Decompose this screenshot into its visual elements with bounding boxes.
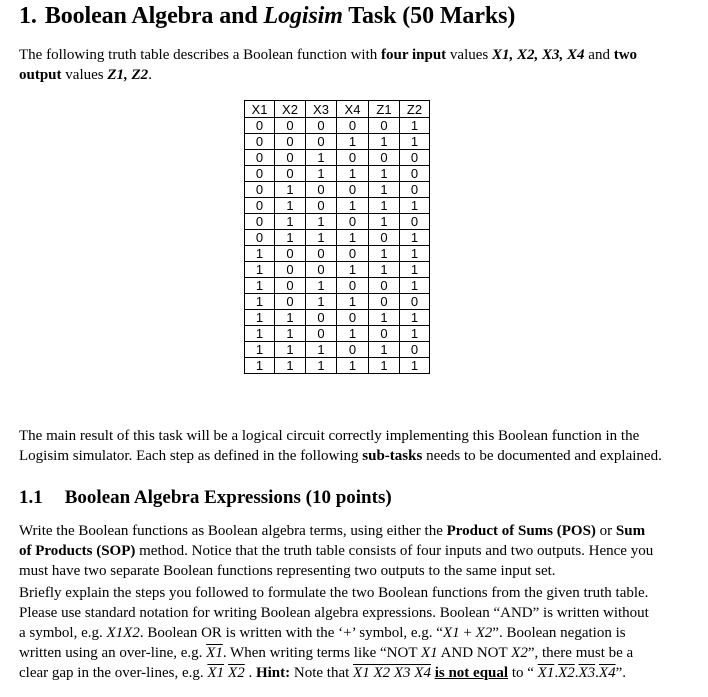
table-cell: 0 xyxy=(306,246,337,262)
page-title: 1. Boolean Algebra and Logisim Task (50 Marks) xyxy=(19,3,516,29)
table-cell: 1 xyxy=(369,310,400,326)
table-cell: 1 xyxy=(275,198,306,214)
table-cell: 1 xyxy=(306,150,337,166)
table-cell: 1 xyxy=(306,342,337,358)
table-row xyxy=(245,326,430,342)
table-cell: 0 xyxy=(306,326,337,342)
table-cell: 0 xyxy=(275,246,306,262)
table-cell: 1 xyxy=(306,166,337,182)
header-x1: X1 xyxy=(245,101,275,118)
table-cell: 0 xyxy=(369,278,400,294)
table-cell: 0 xyxy=(337,342,369,358)
table-cell: 1 xyxy=(369,358,400,374)
table-cell: 0 xyxy=(245,214,275,230)
table-cell: 1 xyxy=(245,246,275,262)
table-cell: 1 xyxy=(245,310,275,326)
table-cell: 0 xyxy=(245,134,275,150)
header-x2: X2 xyxy=(275,101,306,118)
truth-table-header xyxy=(245,101,430,118)
header-z1: Z1 xyxy=(369,101,400,118)
table-cell: 1 xyxy=(400,358,430,374)
table-cell: 1 xyxy=(306,230,337,246)
table-cell: 0 xyxy=(337,310,369,326)
table-cell: 0 xyxy=(400,294,430,310)
table-cell: 0 xyxy=(337,182,369,198)
table-cell: 1 xyxy=(337,358,369,374)
table-cell: 1 xyxy=(306,358,337,374)
table-cell: 1 xyxy=(369,246,400,262)
table-cell: 1 xyxy=(337,294,369,310)
table-row xyxy=(245,342,430,358)
table-cell: 0 xyxy=(369,230,400,246)
table-cell: 1 xyxy=(337,134,369,150)
emphasis-not-equal: is not equal xyxy=(434,665,509,681)
table-cell: 1 xyxy=(369,262,400,278)
table-cell: 0 xyxy=(275,278,306,294)
notation-paragraph: Briefly explain the steps you followed to formulate the two Boolean functions from the given truth table. Please use standard notation for writing Boolean algebra expressions. Boolean “AND” is written without a symbol, e.g. X1X2. Boolean OR is written with the ‘+’ symbol, e.g. “X1 + X2”. Boolean negation is written using an over-line, e.g. X1. When writing terms like “NOT X1 AND NOT X2”, there must be a clear gap in the over-lines, e.g. X1 X2 . Hint: Note that X1 X2 X3 X4 is not equal to “ X1.X2.X3.X4”. xyxy=(19,585,649,681)
table-cell: 0 xyxy=(369,118,400,134)
header-z2: Z2 xyxy=(400,101,430,118)
table-row xyxy=(245,310,430,326)
table-row xyxy=(245,278,430,294)
table-cell: 0 xyxy=(275,262,306,278)
table-cell: 1 xyxy=(369,134,400,150)
table-cell: 0 xyxy=(306,118,337,134)
table-cell: 0 xyxy=(245,182,275,198)
section-heading: 1.1 Boolean Algebra Expressions (10 points) xyxy=(19,487,392,508)
table-cell: 1 xyxy=(400,118,430,134)
table-cell: 0 xyxy=(306,198,337,214)
table-row xyxy=(245,150,430,166)
table-cell: 0 xyxy=(337,278,369,294)
table-cell: 0 xyxy=(369,326,400,342)
table-cell: 1 xyxy=(306,294,337,310)
table-cell: 1 xyxy=(400,278,430,294)
table-row xyxy=(245,358,430,374)
table-cell: 1 xyxy=(275,310,306,326)
table-cell: 0 xyxy=(400,150,430,166)
table-cell: 0 xyxy=(245,118,275,134)
instructions-paragraph: Write the Boolean functions as Boolean algebra terms, using either the Product of Sums (POS) or Sum of Products (SOP) method. Notice that the truth table consists of four inputs and two outputs. Hence you must have two separate Boolean functions representing two outputs to the same input set. xyxy=(19,523,654,579)
table-row xyxy=(245,214,430,230)
table-cell: 1 xyxy=(400,230,430,246)
table-cell: 0 xyxy=(245,230,275,246)
table-cell: 1 xyxy=(245,278,275,294)
table-cell: 1 xyxy=(400,326,430,342)
table-cell: 0 xyxy=(400,182,430,198)
table-cell: 0 xyxy=(337,118,369,134)
table-cell: 0 xyxy=(275,166,306,182)
table-cell: 1 xyxy=(369,214,400,230)
result-paragraph: The main result of this task will be a logical circuit correctly implementing this Boolean function in the Logisim simulator. Each step as defined in the following sub-tasks needs to be documented and explained. xyxy=(19,428,662,464)
table-cell: 1 xyxy=(337,166,369,182)
table-cell: 0 xyxy=(245,166,275,182)
truth-table xyxy=(244,100,430,374)
table-cell: 1 xyxy=(306,278,337,294)
table-cell: 0 xyxy=(369,150,400,166)
table-cell: 1 xyxy=(369,166,400,182)
table-cell: 1 xyxy=(337,198,369,214)
table-cell: 0 xyxy=(275,118,306,134)
table-row xyxy=(245,246,430,262)
table-cell: 0 xyxy=(275,150,306,166)
table-cell: 1 xyxy=(245,358,275,374)
table-cell: 1 xyxy=(245,294,275,310)
table-row xyxy=(245,262,430,278)
table-cell: 0 xyxy=(400,214,430,230)
table-cell: 0 xyxy=(306,262,337,278)
table-cell: 1 xyxy=(245,342,275,358)
table-cell: 0 xyxy=(337,246,369,262)
table-cell: 1 xyxy=(275,182,306,198)
table-cell: 1 xyxy=(400,310,430,326)
table-cell: 0 xyxy=(245,198,275,214)
table-cell: 1 xyxy=(400,198,430,214)
table-cell: 0 xyxy=(306,310,337,326)
table-cell: 1 xyxy=(400,262,430,278)
header-x3: X3 xyxy=(306,101,337,118)
table-cell: 1 xyxy=(369,342,400,358)
table-cell: 1 xyxy=(369,182,400,198)
table-cell: 0 xyxy=(337,214,369,230)
table-row xyxy=(245,198,430,214)
table-cell: 1 xyxy=(337,326,369,342)
table-cell: 1 xyxy=(400,246,430,262)
long-overline-term: X1 X2 X3 X4 xyxy=(353,665,431,681)
table-row xyxy=(245,134,430,150)
table-cell: 0 xyxy=(245,150,275,166)
table-cell: 0 xyxy=(275,294,306,310)
table-cell: 1 xyxy=(337,262,369,278)
table-cell: 0 xyxy=(275,134,306,150)
table-cell: 0 xyxy=(306,134,337,150)
table-cell: 1 xyxy=(369,198,400,214)
table-cell: 1 xyxy=(275,214,306,230)
table-row xyxy=(245,118,430,134)
table-cell: 0 xyxy=(400,166,430,182)
table-cell: 1 xyxy=(275,230,306,246)
table-cell: 0 xyxy=(337,150,369,166)
table-row xyxy=(245,182,430,198)
table-cell: 0 xyxy=(369,294,400,310)
table-row xyxy=(245,230,430,246)
table-cell: 1 xyxy=(275,326,306,342)
table-cell: 1 xyxy=(275,358,306,374)
table-row xyxy=(245,294,430,310)
table-cell: 1 xyxy=(245,262,275,278)
negation-example: X1 xyxy=(206,645,223,661)
table-cell: 1 xyxy=(245,326,275,342)
table-cell: 0 xyxy=(306,182,337,198)
table-cell: 0 xyxy=(400,342,430,358)
table-cell: 1 xyxy=(275,342,306,358)
table-row xyxy=(245,166,430,182)
header-x4: X4 xyxy=(337,101,369,118)
intro-paragraph: The following truth table describes a Boolean function with four input values X1, X2, X3, X4 and two output values Z1, Z2. xyxy=(19,47,638,83)
table-cell: 1 xyxy=(400,134,430,150)
table-cell: 1 xyxy=(337,230,369,246)
table-cell: 1 xyxy=(306,214,337,230)
